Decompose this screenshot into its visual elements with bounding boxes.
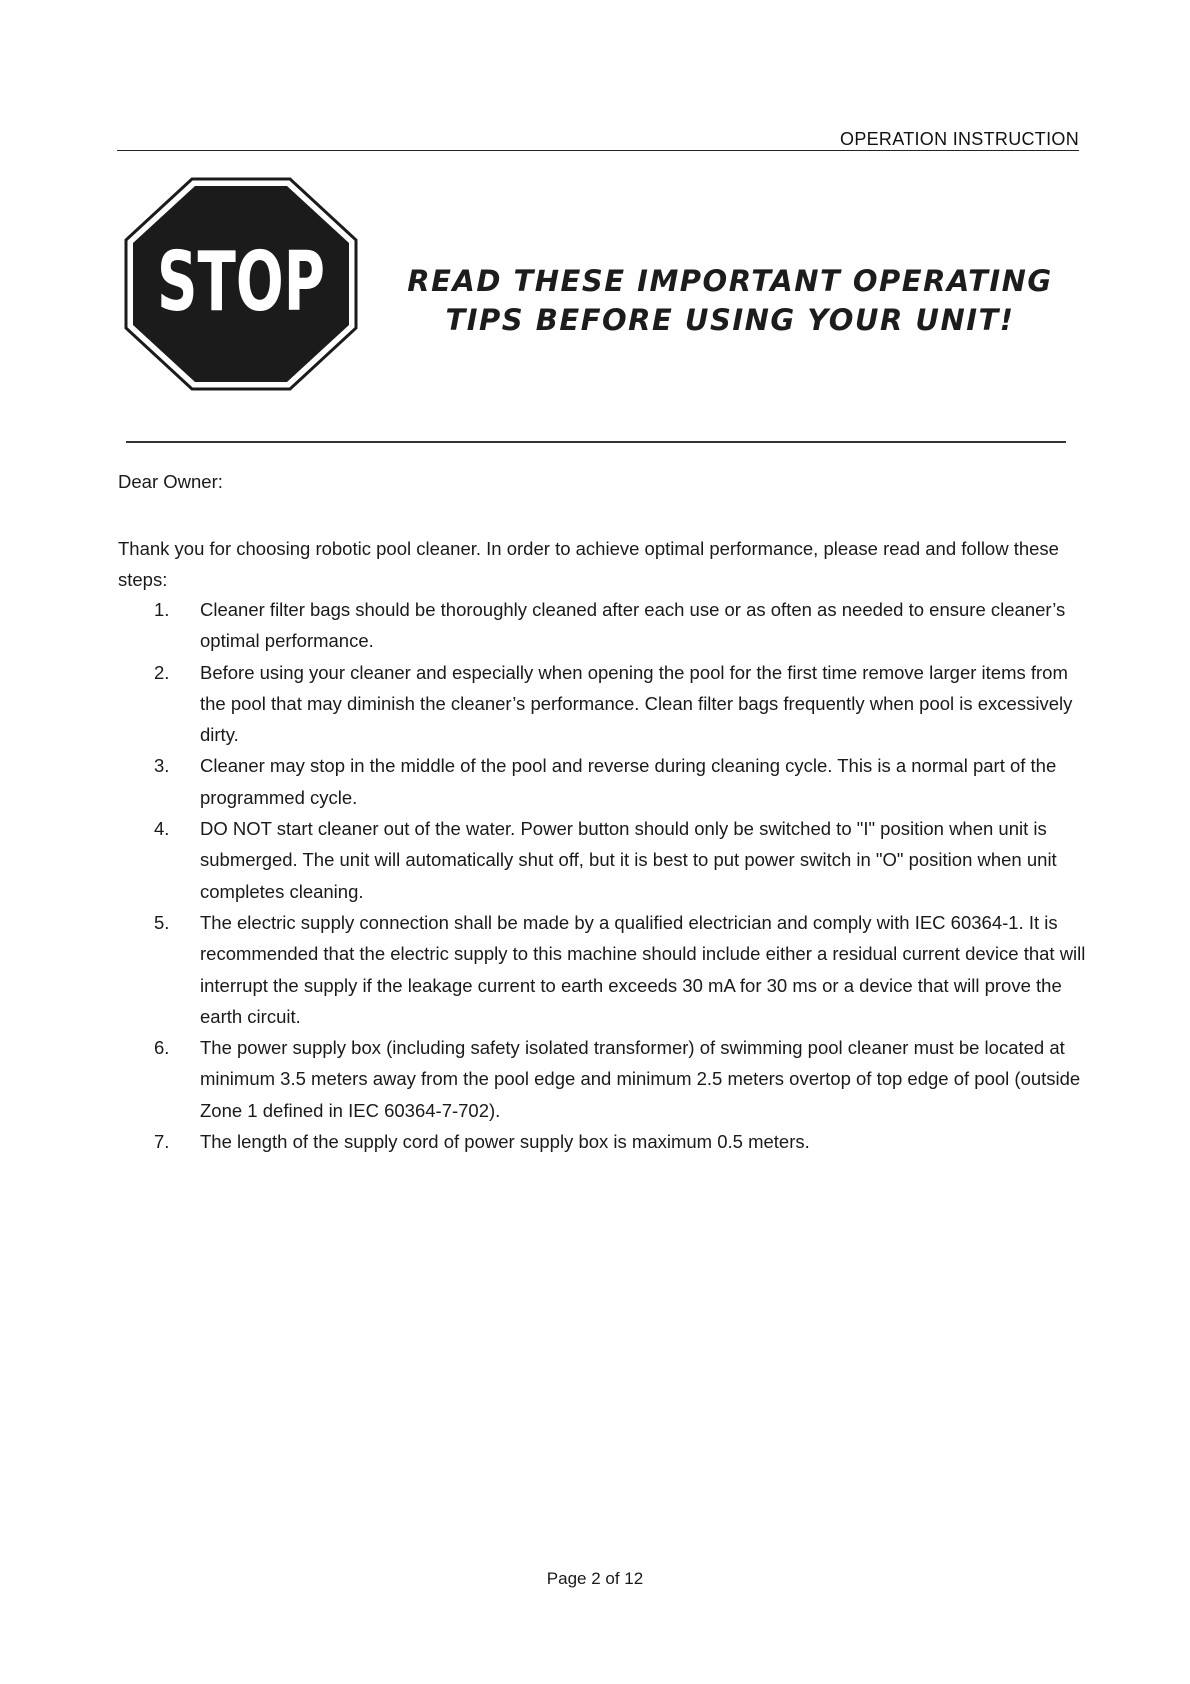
step-number: 6. [154, 1037, 170, 1059]
stop-sign-icon [126, 179, 356, 389]
section-divider [126, 441, 1066, 443]
step-text: The power supply box (including safety isolated transformer) of swimming pool cleaner must be located at minimum 3.5 meters away from the pool edge and minimum 2.5 meters overtop of top edge of pool (outside Zone 1 defined in IEC 60364-7-702). [200, 1037, 1081, 1121]
step-number: 5. [154, 911, 170, 933]
step-text: The electric supply connection shall be made by a qualified electrician and comply with IEC 60364-1. It is recommended that the electric supply to this machine should include either a residual current device that will interrupt the supply if the leakage current to earth exceeds 30 mA for 30 ms or a device that will prove the earth circuit. [200, 911, 1086, 1027]
warning-heading [380, 262, 1080, 340]
step-number: 7. [154, 1131, 170, 1153]
step-item [118, 594, 1088, 657]
step-number: 1. [154, 599, 170, 620]
step-number: 2. [154, 661, 170, 683]
step-item [118, 1032, 1088, 1126]
step-text: Cleaner filter bags should be thoroughly cleaned after each use or as often as needed to ensure cleaner’s optimal performance. [200, 599, 1066, 652]
step-number: 3. [154, 755, 170, 777]
greeting: Dear Owner: [118, 471, 223, 492]
step-text: The length of the supply cord of power supply box is maximum 0.5 meters. [200, 1131, 810, 1153]
step-text: Before using your cleaner and especially when opening the pool for the first time remove larger items from the pool that may diminish the cleaner’s performance. Clean filter bags frequently when pool is excessively dirty. [200, 661, 1073, 746]
step-number: 4. [154, 818, 170, 840]
step-item [118, 907, 1088, 1032]
intro-paragraph: Thank you for choosing robotic pool cleaner. In order to achieve optimal performance, please read and follow these steps: [118, 538, 1059, 590]
step-text: DO NOT start cleaner out of the water. Power button should only be switched to "I" position when unit is submerged. The unit will automatically shut off, but it is best to put power switch in "O" position when unit completes cleaning. [200, 818, 1057, 902]
step-item [118, 750, 1088, 813]
header-title: OPERATION INSTRUCTION [840, 129, 1079, 149]
step-item [118, 657, 1088, 751]
steps-list [118, 594, 1088, 1157]
step-item [118, 1126, 1088, 1157]
warning-heading-line-2: TIPS BEFORE USING YOUR UNIT! [445, 303, 1015, 337]
page-header [117, 128, 1079, 151]
warning-heading-line-1: READ THESE IMPORTANT OPERATING [407, 264, 1053, 298]
stop-sign-label: STOP [157, 235, 325, 330]
page-number: Page 2 of 12 [546, 1569, 644, 1588]
step-text: Cleaner may stop in the middle of the pool and reverse during cleaning cycle. This is a normal part of the programmed cycle. [200, 755, 1057, 808]
step-item [118, 813, 1088, 907]
